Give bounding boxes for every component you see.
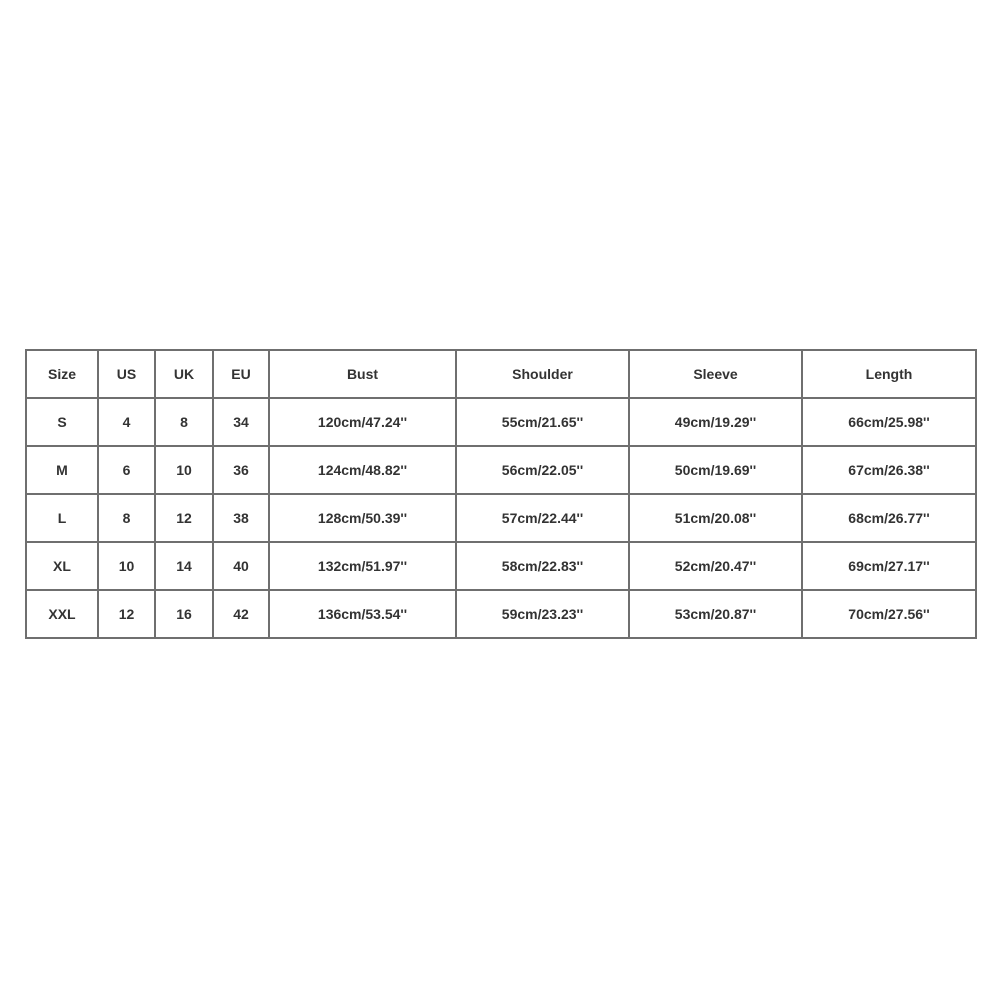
size-chart-table — [25, 349, 977, 639]
table-row — [26, 542, 976, 590]
table-row — [26, 446, 976, 494]
cell-uk: 10 — [155, 446, 213, 494]
cell-us: 8 — [98, 494, 155, 542]
cell-sleeve: 52cm/20.47'' — [629, 542, 802, 590]
cell-shoulder: 57cm/22.44'' — [456, 494, 629, 542]
header-length: Length — [802, 350, 976, 398]
cell-eu: 34 — [213, 398, 269, 446]
cell-sleeve: 50cm/19.69'' — [629, 446, 802, 494]
cell-size: S — [26, 398, 98, 446]
cell-length: 70cm/27.56'' — [802, 590, 976, 638]
header-shoulder: Shoulder — [456, 350, 629, 398]
cell-bust: 120cm/47.24'' — [269, 398, 456, 446]
cell-uk: 8 — [155, 398, 213, 446]
cell-eu: 40 — [213, 542, 269, 590]
cell-eu: 36 — [213, 446, 269, 494]
cell-eu: 42 — [213, 590, 269, 638]
cell-shoulder: 56cm/22.05'' — [456, 446, 629, 494]
cell-size: L — [26, 494, 98, 542]
cell-us: 10 — [98, 542, 155, 590]
cell-size: M — [26, 446, 98, 494]
cell-uk: 16 — [155, 590, 213, 638]
header-us: US — [98, 350, 155, 398]
cell-eu: 38 — [213, 494, 269, 542]
cell-us: 12 — [98, 590, 155, 638]
cell-length: 67cm/26.38'' — [802, 446, 976, 494]
cell-size: XXL — [26, 590, 98, 638]
cell-us: 4 — [98, 398, 155, 446]
cell-bust: 132cm/51.97'' — [269, 542, 456, 590]
header-uk: UK — [155, 350, 213, 398]
table-row — [26, 590, 976, 638]
header-size: Size — [26, 350, 98, 398]
cell-uk: 12 — [155, 494, 213, 542]
header-eu: EU — [213, 350, 269, 398]
cell-sleeve: 51cm/20.08'' — [629, 494, 802, 542]
header-bust: Bust — [269, 350, 456, 398]
header-row — [26, 350, 976, 398]
cell-length: 69cm/27.17'' — [802, 542, 976, 590]
cell-length: 68cm/26.77'' — [802, 494, 976, 542]
cell-sleeve: 53cm/20.87'' — [629, 590, 802, 638]
cell-size: XL — [26, 542, 98, 590]
cell-uk: 14 — [155, 542, 213, 590]
cell-us: 6 — [98, 446, 155, 494]
cell-bust: 136cm/53.54'' — [269, 590, 456, 638]
cell-shoulder: 59cm/23.23'' — [456, 590, 629, 638]
table-row — [26, 494, 976, 542]
cell-shoulder: 58cm/22.83'' — [456, 542, 629, 590]
cell-bust: 128cm/50.39'' — [269, 494, 456, 542]
cell-shoulder: 55cm/21.65'' — [456, 398, 629, 446]
table-row — [26, 398, 976, 446]
header-sleeve: Sleeve — [629, 350, 802, 398]
cell-length: 66cm/25.98'' — [802, 398, 976, 446]
cell-sleeve: 49cm/19.29'' — [629, 398, 802, 446]
cell-bust: 124cm/48.82'' — [269, 446, 456, 494]
